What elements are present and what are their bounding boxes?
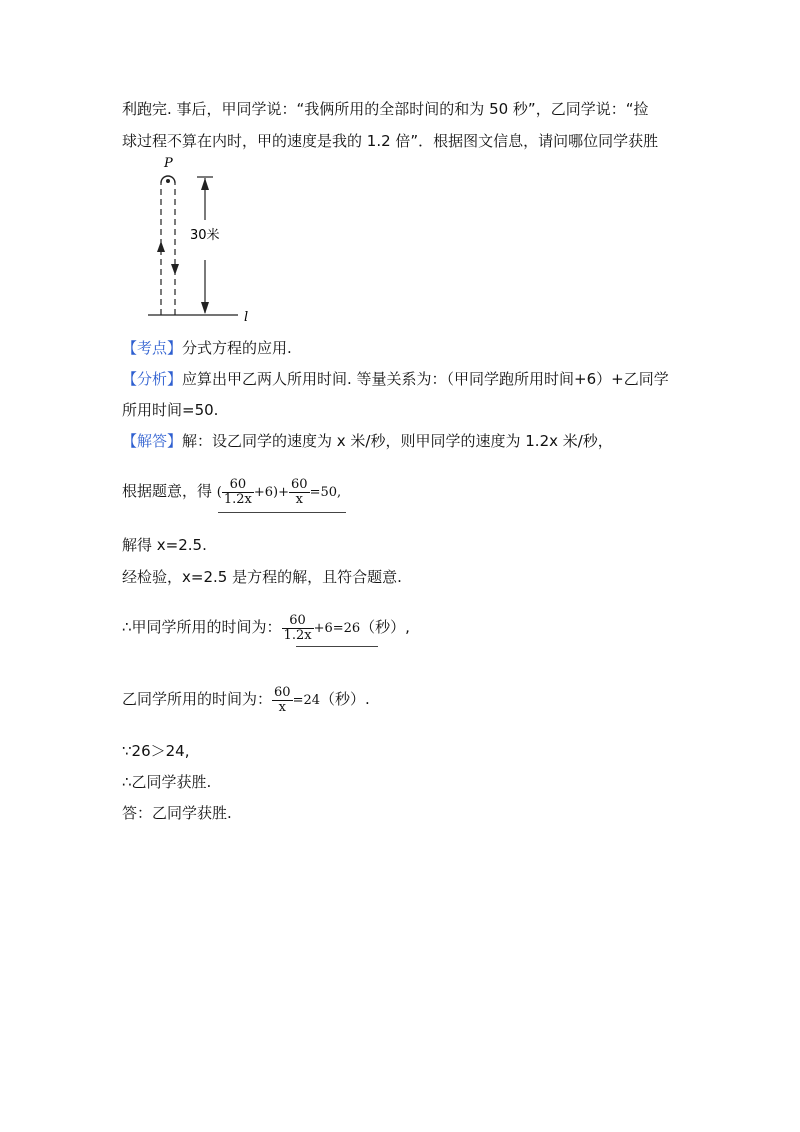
fenxi-line-1: [122, 368, 669, 390]
dim-arrow-down-icon: [201, 302, 209, 314]
fraction-numerator: 60: [291, 477, 308, 492]
fraction-60-over-1.2x: [222, 478, 254, 507]
equation-prefix: 根据题意，得: [122, 482, 213, 500]
kaodian-tag: 【考点】: [122, 339, 183, 357]
fraction-numerator: 60: [289, 613, 306, 628]
yi-time-result: =24: [292, 693, 320, 708]
fraction-numerator: 60: [229, 477, 247, 492]
jia-underline: [296, 646, 378, 647]
jieda-tag: 【解答】: [122, 432, 183, 450]
jia-time-expression: [282, 613, 361, 643]
equation: [216, 477, 342, 507]
fraction-denominator: x: [272, 700, 293, 715]
because-line: ∵26＞24,: [122, 742, 190, 760]
problem-line-2: 球过程不算在内时，甲的速度是我的 1.2 倍”．根据图文信息，请问哪位同学获胜: [122, 132, 659, 150]
jieda-text: 解：设乙同学的速度为 x 米/秒，则甲同学的速度为 1.2x 米/秒，: [182, 432, 613, 450]
dim-arrow-up-icon: [201, 178, 209, 190]
line-label: l: [244, 310, 249, 325]
equation-middle: +6)+: [253, 485, 290, 500]
yi-time-line: [122, 686, 370, 715]
fraction-denominator: 1.2x: [223, 492, 252, 507]
solve-line: 解得 x=2.5.: [122, 536, 207, 554]
jia-time-prefix: ∴甲同学所用的时间为：: [122, 618, 282, 636]
equation-rest: =50,: [309, 485, 342, 500]
jia-time-line: [122, 614, 410, 643]
yi-time-unit: （秒）.: [320, 690, 370, 708]
arrow-down-icon: [171, 264, 179, 275]
fraction-denominator: 1.2x: [283, 628, 312, 643]
problem-line-1: 利跑完. 事后，甲同学说：“我俩所用的全部时间的和为 50 秒”，乙同学说：“捡: [122, 100, 649, 118]
therefore-line: ∴乙同学获胜.: [122, 773, 212, 791]
yi-time-expression: [272, 685, 320, 715]
kaodian-line: [122, 337, 292, 359]
point-p-label: P: [164, 156, 173, 171]
fenxi-tag: 【分析】: [122, 370, 183, 388]
yi-time-prefix: 乙同学所用的时间为：: [122, 690, 273, 708]
kaodian-text: 分式方程的应用.: [182, 339, 292, 357]
equation-open-paren: (: [216, 485, 222, 500]
jia-time-result: +6=26: [313, 621, 361, 636]
equation-underline: [218, 512, 346, 513]
jieda-line: [122, 430, 613, 452]
check-line: 经检验，x=2.5 是方程的解，且符合题意.: [122, 568, 402, 586]
fenxi-line-2: 所用时间=50.: [122, 401, 219, 419]
answer-line: 答：乙同学获胜.: [122, 804, 232, 822]
fraction-60-over-x: [289, 478, 310, 507]
fraction-60-over-1.2x: [282, 614, 314, 643]
equation-line: [122, 478, 341, 507]
fraction-denominator: x: [289, 492, 310, 507]
point-p-dot: [166, 179, 170, 183]
distance-label: 30米: [190, 228, 220, 243]
arrow-up-icon: [157, 241, 165, 252]
running-diagram: [140, 155, 260, 325]
fenxi-text-1: 应算出甲乙两人所用时间. 等量关系为：（甲同学跑所用时间+6）+乙同学: [182, 370, 669, 388]
jia-time-unit: （秒）,: [360, 618, 410, 636]
fraction-60-over-x: [272, 686, 293, 715]
fraction-numerator: 60: [274, 685, 291, 700]
